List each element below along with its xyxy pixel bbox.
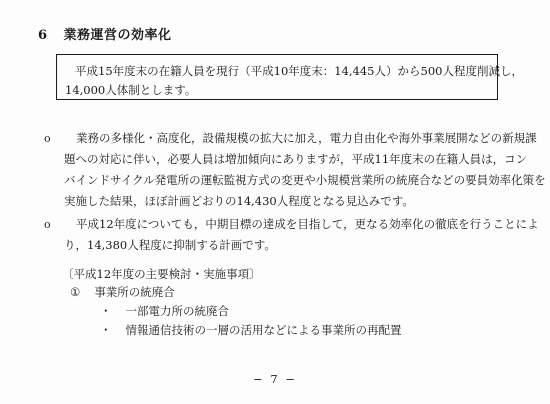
- initiatives-heading: 〔平成12年度の主要検討・実施事項〕: [62, 267, 261, 281]
- initiative-subitem: [100, 322, 402, 338]
- section-title: 業務運営の効率化: [63, 28, 172, 43]
- subitem-label: 情報通信技術の一層の活用などによる事業所の再配置: [125, 323, 402, 337]
- paragraph-2: [64, 214, 539, 256]
- section-number: 6: [38, 28, 48, 43]
- target-summary-line-1: 平成15年度末の在籍人員を現行（平成10年度末：14,445人）から500人程度削減し，: [75, 64, 523, 78]
- target-summary-box: [56, 54, 523, 100]
- subitem-marker: ・: [100, 323, 112, 337]
- subitem-marker: ・: [100, 304, 112, 318]
- section-heading: [38, 24, 172, 43]
- target-summary-line-2: 14,000人体制とします。: [65, 83, 197, 97]
- initiative-subitem: [100, 303, 229, 319]
- subitem-label: 一部電力所の統廃合: [125, 304, 229, 318]
- bullet-marker: o: [44, 218, 51, 231]
- bullet-marker: o: [44, 132, 51, 145]
- paragraph-line: 業務の多様化・高度化，設備規模の拡大に加え，電力自由化や海外事業展開などの新規課: [76, 131, 537, 145]
- paragraph-line: り，14,380人程度に抑制する計画です。: [64, 238, 276, 252]
- paragraph-line: 平成12年度についても，中期目標の達成を目指して，更なる効率化の徹底を行うことによ: [76, 217, 539, 231]
- paragraph-line: 実施した結果，ほぼ計画どおりの14,430人程度となる見込みです。: [64, 194, 414, 208]
- item-marker: ①: [70, 285, 81, 299]
- paragraph-1: [64, 128, 546, 212]
- paragraph-line: バインドサイクル発電所の運転監視方式の変更や小規模営業所の統廃合などの要員効率化策を: [64, 173, 546, 187]
- paragraph-line: 題への対応に伴い，必要人員は増加傾向にありますが，平成11年度末の在籍人員は，コン: [64, 152, 528, 166]
- item-label: 事業所の統廃合: [94, 285, 175, 299]
- page-number: − 7 −: [253, 372, 297, 386]
- initiative-item: [70, 284, 175, 300]
